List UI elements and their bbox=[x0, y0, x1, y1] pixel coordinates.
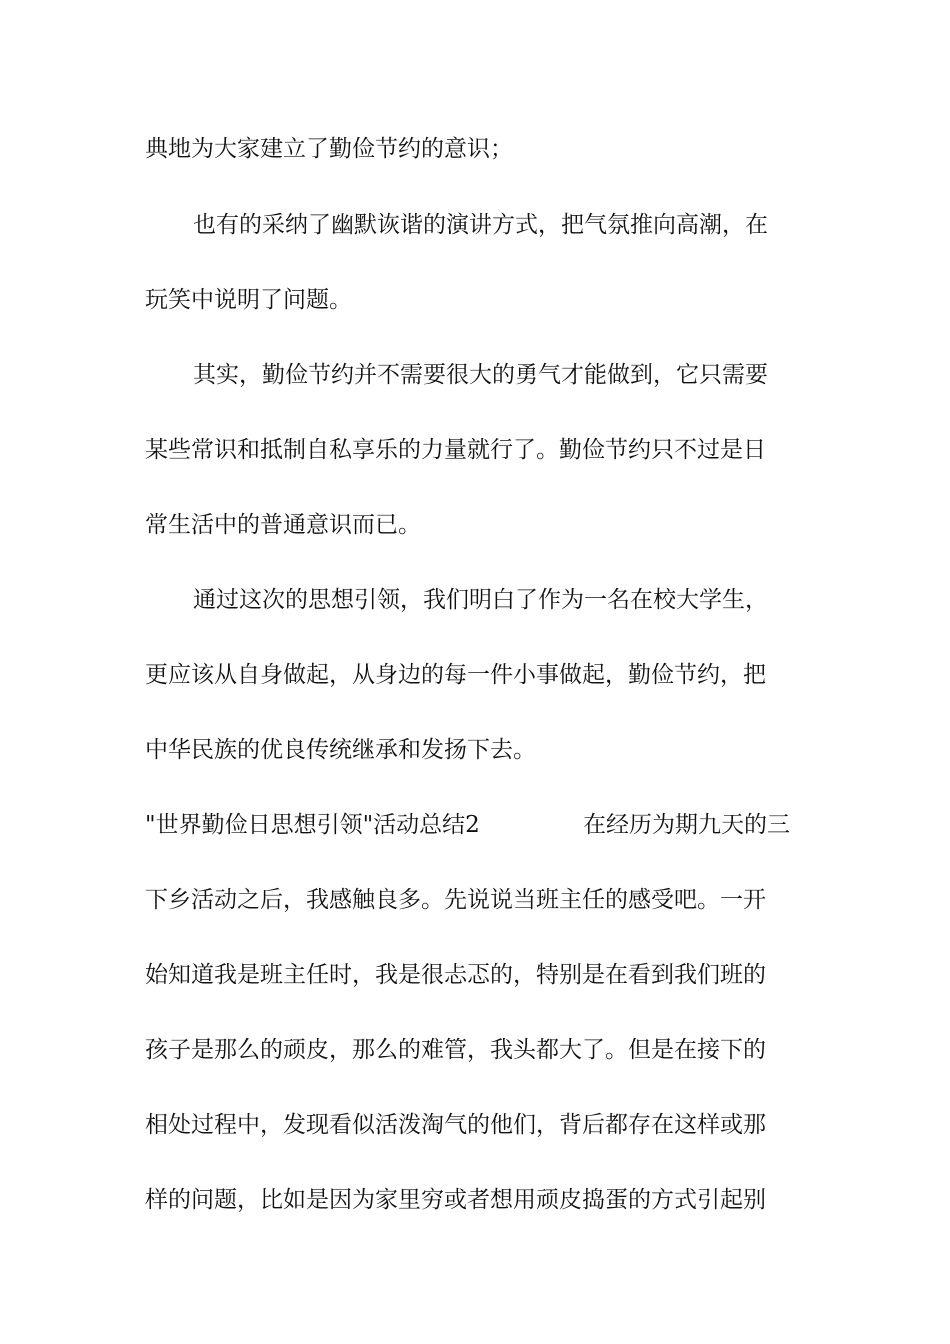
section-heading: "世界勤俭日思想引领"活动总结2 bbox=[145, 812, 480, 838]
paragraph-line: 某些常识和抵制自私享乐的力量就行了。勤俭节约只不过是日 bbox=[145, 437, 766, 463]
paragraph-line: 样的问题，比如是因为家里穷或者想用顽皮捣蛋的方式引起别 bbox=[145, 1187, 766, 1213]
paragraph-line: 常生活中的普通意识而已。 bbox=[145, 512, 421, 538]
paragraph-line: 相处过程中，发现看似活泼淘气的他们，背后都存在这样或那 bbox=[145, 1112, 766, 1138]
paragraph-line: 也有的采纳了幽默诙谐的演讲方式，把气氛推向高潮，在 bbox=[193, 212, 768, 238]
paragraph-line: 下乡活动之后，我感触良多。先说说当班主任的感受吧。一开 bbox=[145, 887, 766, 913]
paragraph-line: 更应该从自身做起，从身边的每一件小事做起，勤俭节约，把 bbox=[145, 662, 766, 688]
paragraph-line: 孩子是那么的顽皮，那么的难管，我头都大了。但是在接下的 bbox=[145, 1037, 766, 1063]
paragraph-line: 其实，勤俭节约并不需要很大的勇气才能做到，它只需要 bbox=[193, 362, 768, 388]
paragraph-line: 通过这次的思想引领，我们明白了作为一名在校大学生， bbox=[193, 587, 768, 613]
paragraph-line: 中华民族的优良传统继承和发扬下去。 bbox=[145, 737, 536, 763]
paragraph-line: 玩笑中说明了问题。 bbox=[145, 287, 352, 313]
paragraph-line: 在经历为期九天的三 bbox=[583, 812, 790, 838]
paragraph-line: 始知道我是班主任时，我是很忐忑的，特别是在看到我们班的 bbox=[145, 962, 766, 988]
paragraph-line: 典地为大家建立了勤俭节约的意识； bbox=[145, 136, 513, 162]
